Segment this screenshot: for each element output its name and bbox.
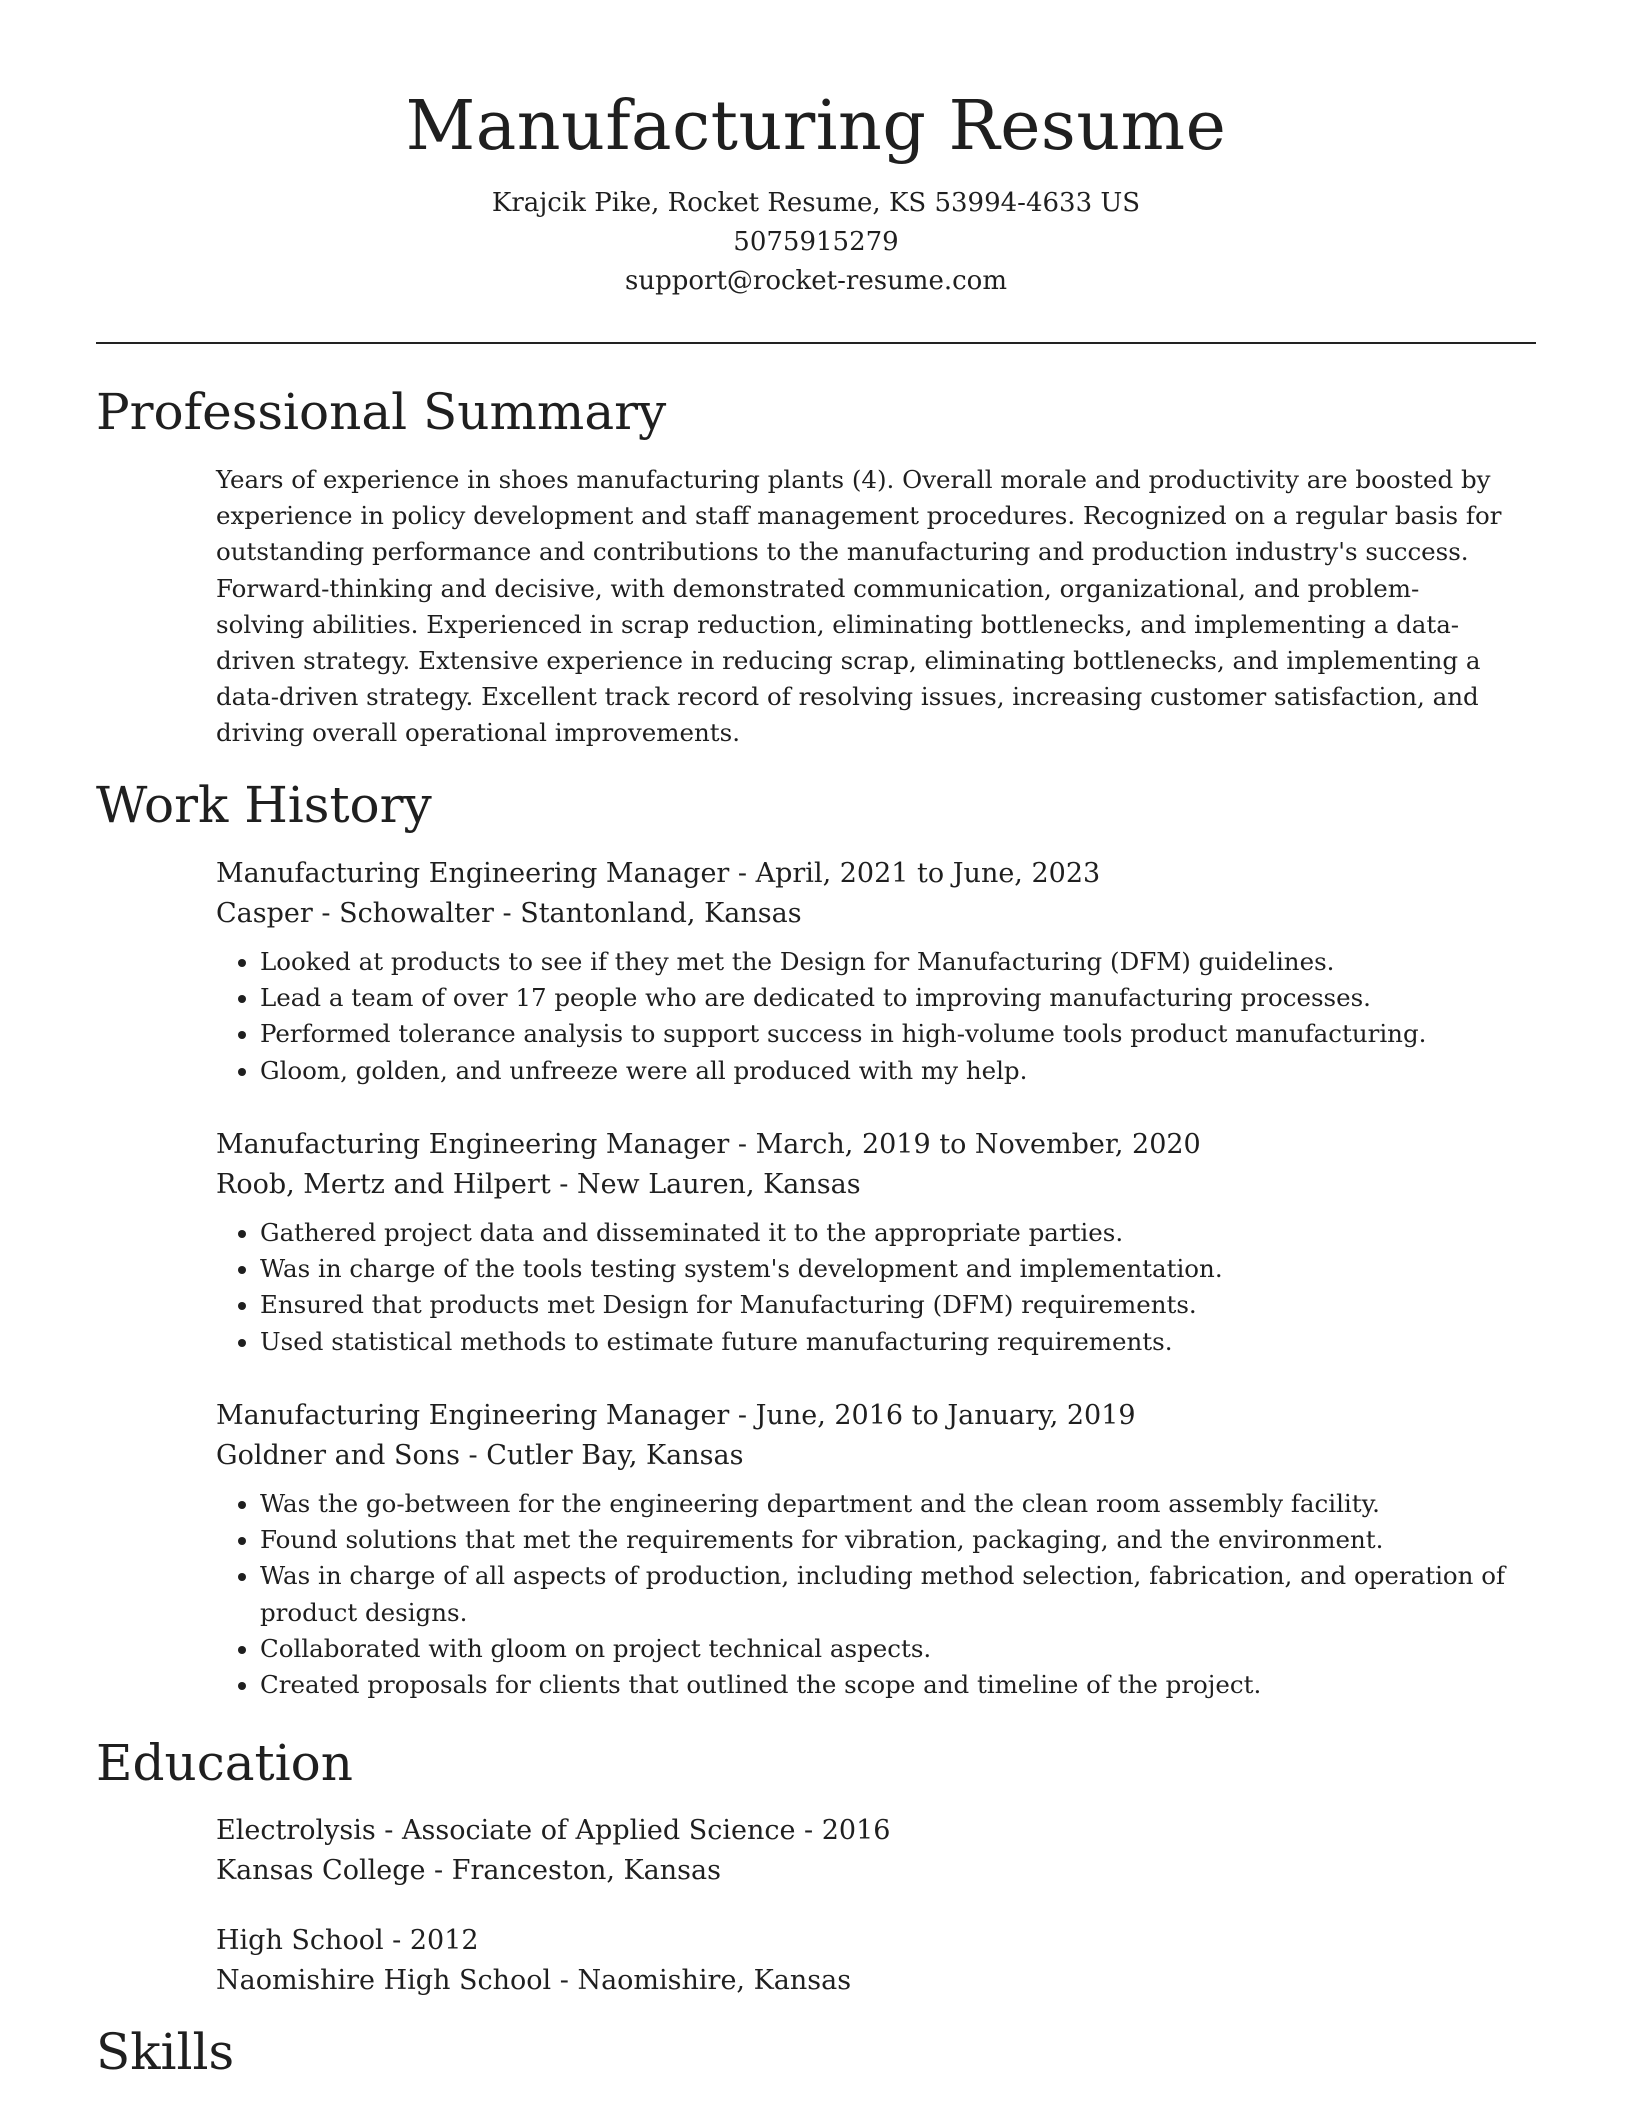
list-item: • Lead a team of over 17 people who are dedicated to improving manufacturing processes. bbox=[260, 980, 1506, 1016]
job-bullets bbox=[216, 1215, 1506, 1360]
resume-title: Manufacturing Resume bbox=[405, 87, 1227, 166]
job-bullets bbox=[216, 944, 1506, 1089]
list-item: • Collaborated with gloom on project technical aspects. bbox=[260, 1631, 1506, 1667]
list-item: • Ensured that products met Design for Manufacturing (DFM) requirements. bbox=[260, 1287, 1506, 1323]
section-title-education: Education bbox=[96, 1734, 353, 1792]
job-bullets bbox=[216, 1486, 1506, 1703]
resume-header bbox=[96, 82, 1536, 301]
education-school-line: Naomishire High School - Naomishire, Kansas bbox=[216, 1965, 852, 1996]
contact-address: Krajcik Pike, Rocket Resume, KS 53994-4633 US bbox=[491, 188, 1141, 218]
list-item: • Looked at products to see if they met the Design for Manufacturing (DFM) guidelines. bbox=[260, 944, 1506, 980]
summary-block bbox=[216, 462, 1506, 752]
job-entry bbox=[216, 854, 1506, 1089]
header-divider bbox=[96, 342, 1536, 344]
list-item: • Was in charge of the tools testing system's development and implementation. bbox=[260, 1251, 1506, 1287]
list-item: • Was in charge of all aspects of production, including method selection, fabrication, and operation of product designs. bbox=[260, 1558, 1506, 1630]
job-entry bbox=[216, 1396, 1506, 1703]
list-item: • Gloom, golden, and unfreeze were all produced with my help. bbox=[260, 1053, 1506, 1089]
job-company-line: Casper - Schowalter - Stantonland, Kansas bbox=[216, 898, 802, 929]
contact-phone: 5075915279 bbox=[733, 227, 899, 257]
summary-text: Years of experience in shoes manufacturing plants (4). Overall morale and productivity are boosted by experience in policy development and staff management procedures. Recognized on a regular basis for outstanding performance and contributions to the manufacturing and production industry's success. Forward-thinking and decisive, with demonstrated communication, organizational, and problem-solving abilities. Experienced in scrap reduction, eliminating bottlenecks, and implementing a data-driven strategy. Extensive experience in reducing scrap, eliminating bottlenecks, and implementing a data-driven strategy. Excellent track record of resolving issues, increasing customer satisfaction, and driving overall operational improvements. bbox=[216, 465, 1502, 748]
section-title-work-history: Work History bbox=[96, 776, 432, 834]
education-degree-line: Electrolysis - Associate of Applied Science - 2016 bbox=[216, 1815, 891, 1846]
job-entry bbox=[216, 1125, 1506, 1360]
list-item: • Gathered project data and disseminated it to the appropriate parties. bbox=[260, 1215, 1506, 1251]
education-degree-line: High School - 2012 bbox=[216, 1925, 479, 1956]
section-title-skills: Skills bbox=[96, 2023, 235, 2081]
list-item: • Found solutions that met the requirements for vibration, packaging, and the environment. bbox=[260, 1522, 1506, 1558]
job-title-line: Manufacturing Engineering Manager - June, 2016 to January, 2019 bbox=[216, 1400, 1136, 1431]
list-item: • Used statistical methods to estimate future manufacturing requirements. bbox=[260, 1324, 1506, 1360]
contact-email: support@rocket-resume.com bbox=[624, 266, 1007, 296]
job-title-line: Manufacturing Engineering Manager - March, 2019 to November, 2020 bbox=[216, 1129, 1201, 1160]
education-school-line: Kansas College - Franceston, Kansas bbox=[216, 1855, 721, 1886]
list-item: • Was the go-between for the engineering department and the clean room assembly facility. bbox=[260, 1486, 1506, 1522]
education-entry bbox=[216, 1921, 1506, 2001]
list-item: • Created proposals for clients that outlined the scope and timeline of the project. bbox=[260, 1667, 1506, 1703]
job-company-line: Goldner and Sons - Cutler Bay, Kansas bbox=[216, 1440, 744, 1471]
job-title-line: Manufacturing Engineering Manager - April, 2021 to June, 2023 bbox=[216, 858, 1101, 889]
job-company-line: Roob, Mertz and Hilpert - New Lauren, Kansas bbox=[216, 1169, 861, 1200]
section-title-summary: Professional Summary bbox=[96, 383, 667, 441]
list-item: • Performed tolerance analysis to support success in high-volume tools product manufacturing. bbox=[260, 1016, 1506, 1052]
education-entry bbox=[216, 1811, 1506, 1891]
